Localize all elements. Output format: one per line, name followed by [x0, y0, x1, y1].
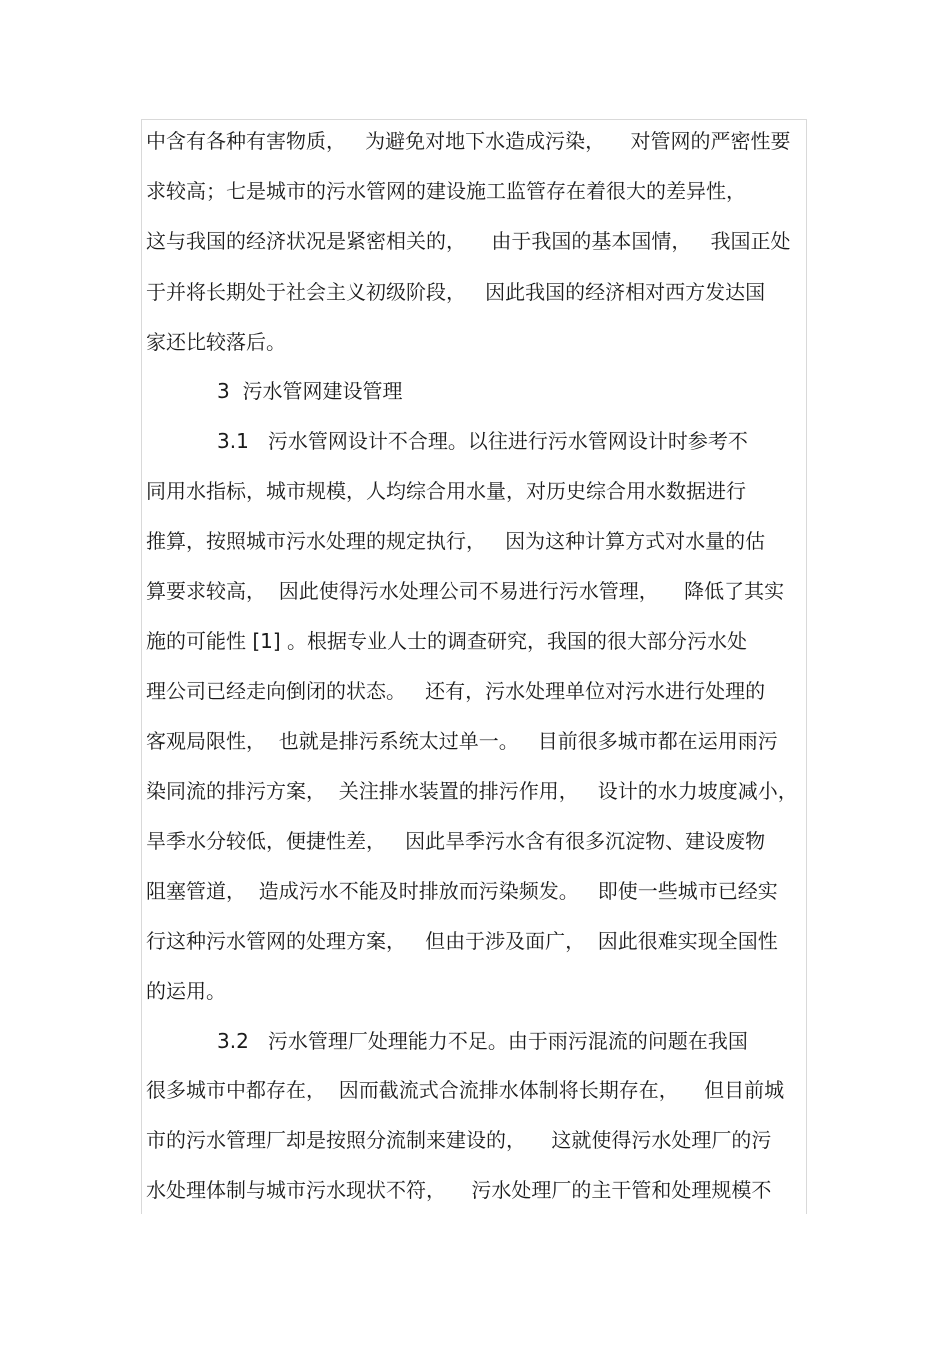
text-line: 阻塞管道， 造成污水不能及时排放而污染频发。 即使一些城市已经实: [146, 879, 778, 903]
text-line: 家还比较落后。: [146, 330, 286, 354]
text-line: 的运用。: [146, 979, 226, 1003]
section-heading: 3 污水管网建设管理: [217, 379, 403, 403]
text-line: 算要求较高， 因此使得污水处理公司不易进行污水管理， 降低了其实: [146, 579, 785, 603]
text-line: 市的污水管理厂却是按照分流制来建设的， 这就使得污水处理厂的污: [146, 1128, 772, 1152]
text-line: 中含有各种有害物质， 为避免对地下水造成污染， 对管网的严密性要: [146, 129, 791, 153]
text-line: 这与我国的经济状况是紧密相关的， 由于我国的基本国情， 我国正处: [146, 229, 791, 253]
text-line: 求较高；七是城市的污水管网的建设施工监管存在着很大的差异性，: [146, 179, 746, 203]
text-line: 客观局限性， 也就是排污系统太过单一。 目前很多城市都在运用雨污: [146, 729, 778, 753]
text-line: 理公司已经走向倒闭的状态。 还有，污水处理单位对污水进行处理的: [146, 679, 766, 703]
text-line: 施的可能性 [1] 。根据专业人士的调查研究，我国的很大部分污水处: [146, 629, 748, 653]
text-line: 推算，按照城市污水处理的规定执行， 因为这种计算方式对水量的估: [146, 529, 766, 553]
text-line: 于并将长期处于社会主义初级阶段， 因此我国的经济相对西方发达国: [146, 280, 766, 304]
text-line: 行这种污水管网的处理方案， 但由于涉及面广， 因此很难实现全国性: [146, 929, 778, 953]
text-line: 旱季水分较低，便捷性差， 因此旱季污水含有很多沉淀物、建设废物: [146, 829, 766, 853]
subsection-paragraph-start: 3.1 污水管网设计不合理。以往进行污水管网设计时参考不: [217, 429, 748, 453]
text-line: 水处理体制与城市污水现状不符， 污水处理厂的主干管和处理规模不: [146, 1178, 772, 1202]
subsection-paragraph-start: 3.2 污水管理厂处理能力不足。由于雨污混流的问题在我国: [217, 1029, 748, 1053]
text-line: 同用水指标，城市规模，人均综合用水量，对历史综合用水数据进行: [146, 479, 746, 503]
text-line: 很多城市中都存在， 因而截流式合流排水体制将长期存在， 但目前城: [146, 1078, 785, 1102]
text-line: 染同流的排污方案， 关注排水装置的排污作用， 设计的水力坡度减小，: [146, 779, 798, 803]
